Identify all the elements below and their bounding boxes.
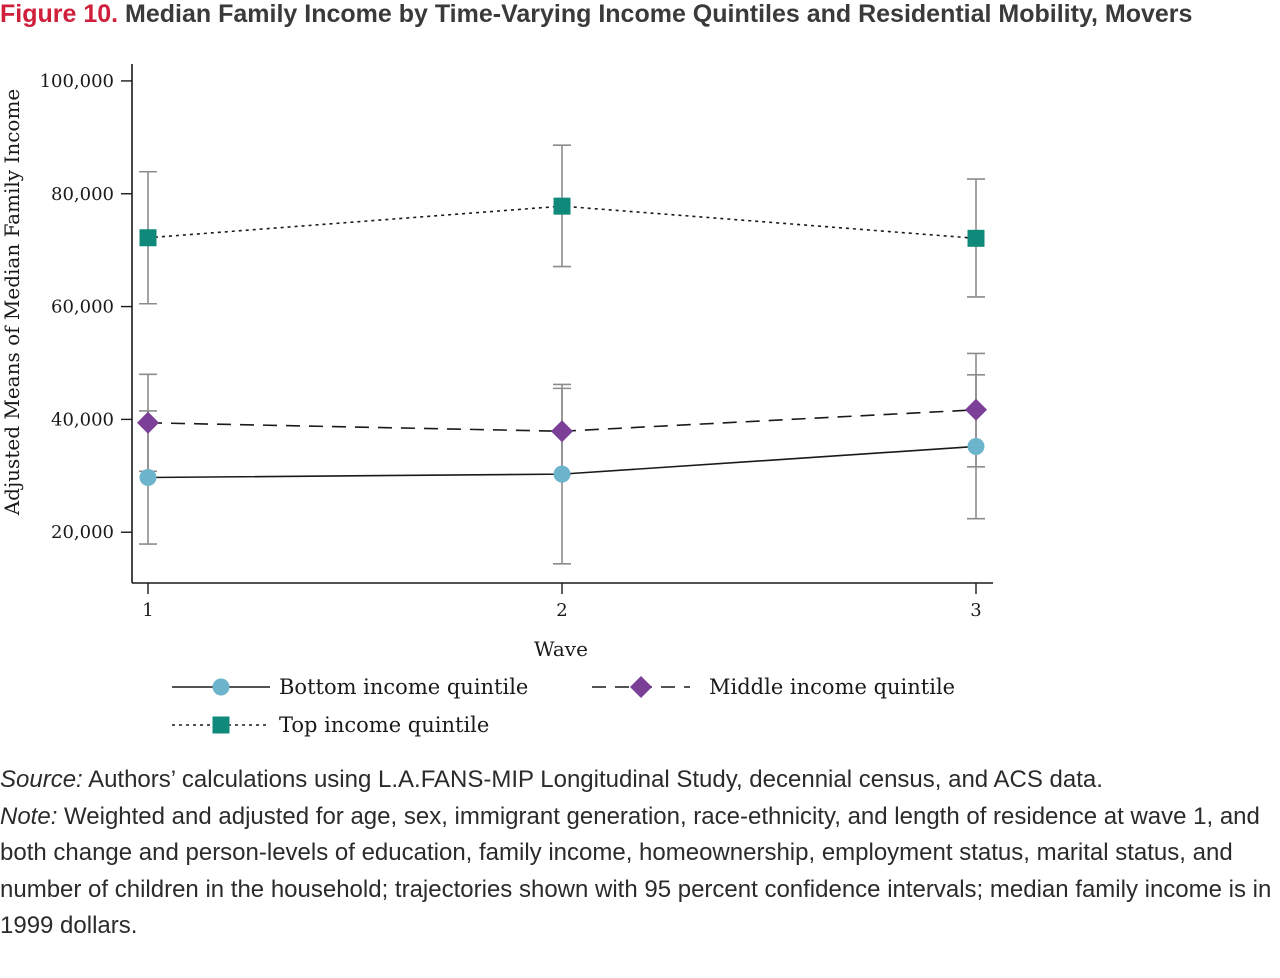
legend-label-top: Top income quintile bbox=[279, 713, 490, 737]
x-tick-label-1: 2 bbox=[556, 600, 568, 621]
y-tick-label-0: 20,000 bbox=[51, 522, 114, 544]
note-text: Weighted and adjusted for age, sex, immigrant generation, race-ethnicity, and length of residence at wave 1, and both change and person-levels of education, family income, homeownership, employment status, marital status, and number of children in the household; trajectories shown with 95 percent confidence intervals; median family income is in 1999 dollars. bbox=[0, 802, 1272, 939]
note-label: Note: bbox=[0, 802, 58, 830]
legend-marker-bottom bbox=[213, 679, 230, 696]
method-note bbox=[0, 799, 1272, 945]
legend-marker-top bbox=[213, 717, 230, 734]
bottom-point-wave-3 bbox=[968, 438, 985, 455]
x-tick-label-0: 1 bbox=[142, 600, 154, 621]
chart-axes bbox=[40, 64, 993, 621]
top-point-wave-3 bbox=[968, 230, 985, 247]
chart-legend bbox=[172, 675, 955, 737]
y-tick-label-1: 40,000 bbox=[51, 409, 114, 431]
legend-item-top bbox=[172, 713, 489, 737]
y-tick-label-4: 100,000 bbox=[39, 70, 114, 92]
source-label: Source: bbox=[0, 766, 83, 793]
figure-notes bbox=[0, 762, 1272, 945]
figure-title bbox=[0, 0, 1192, 28]
line-chart bbox=[0, 44, 1280, 744]
top-point-wave-1 bbox=[140, 229, 157, 246]
top-point-wave-2 bbox=[554, 198, 571, 215]
middle-point-wave-1 bbox=[137, 412, 159, 434]
middle-point-wave-2 bbox=[551, 420, 573, 442]
y-tick-label-3: 80,000 bbox=[51, 183, 114, 205]
source-note bbox=[0, 762, 1272, 799]
legend-label-bottom: Bottom income quintile bbox=[279, 675, 529, 699]
bottom-point-wave-2 bbox=[554, 466, 571, 483]
middle-point-wave-3 bbox=[965, 399, 987, 421]
y-tick-label-2: 60,000 bbox=[51, 296, 114, 318]
figure-number: Figure 10. bbox=[0, 0, 119, 28]
legend-item-middle bbox=[592, 675, 955, 699]
legend-marker-middle bbox=[630, 676, 652, 698]
x-tick-label-2: 3 bbox=[970, 600, 982, 621]
legend-item-bottom bbox=[172, 675, 528, 699]
legend-label-middle: Middle income quintile bbox=[709, 675, 956, 699]
bottom-point-wave-1 bbox=[140, 469, 157, 486]
figure-title-text: Median Family Income by Time-Varying Income Quintiles and Residential Mobility, Movers bbox=[125, 0, 1193, 28]
x-axis-label: Wave bbox=[534, 637, 588, 661]
y-axis-label: Adjusted Means of Median Family Income bbox=[0, 88, 24, 516]
source-text: Authors’ calculations using L.A.FANS-MIP Longitudinal Study, decennial census, and ACS data. bbox=[82, 766, 1103, 793]
